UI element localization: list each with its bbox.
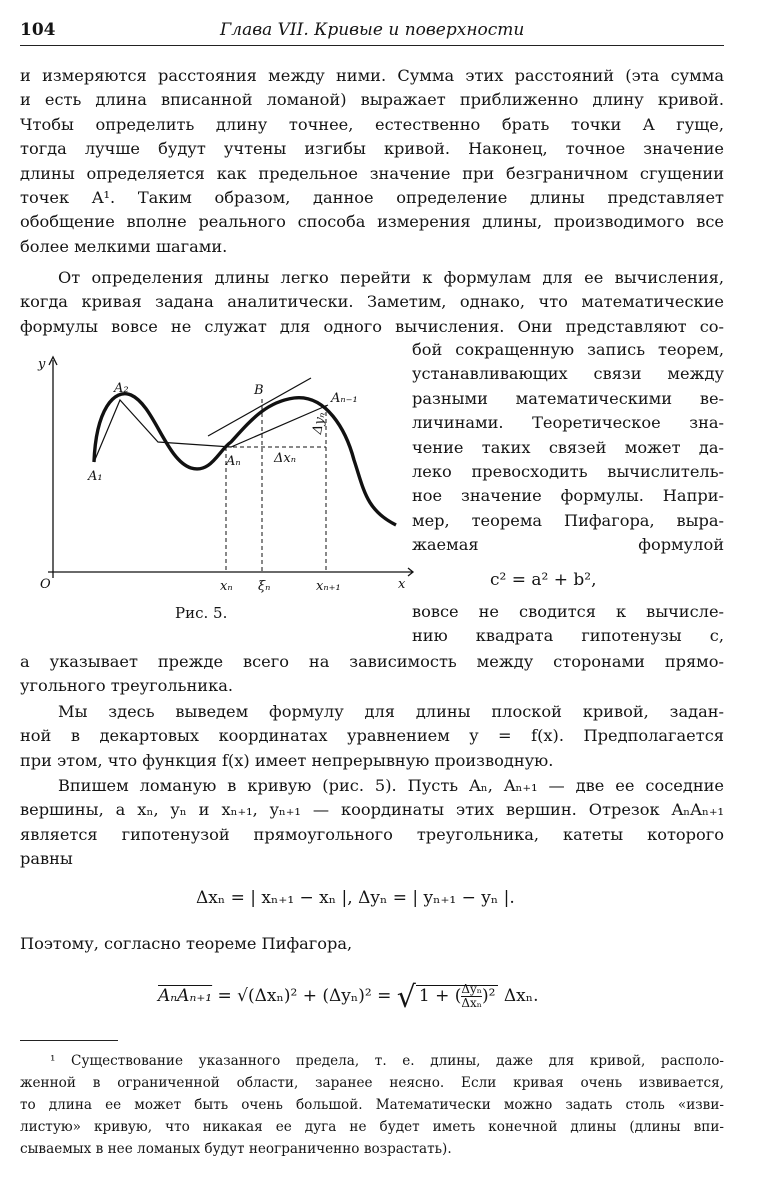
footnote-rule bbox=[20, 1040, 118, 1041]
paragraph-2-end bbox=[20, 650, 724, 699]
text-line: жаемая формулой bbox=[412, 535, 724, 555]
formula-middle: = √(Δxₙ)² + (Δyₙ)² = bbox=[217, 986, 392, 1006]
footnote bbox=[20, 1050, 724, 1160]
right-column-text bbox=[412, 338, 724, 558]
text-line: ное значение формулы. Напри- bbox=[412, 486, 724, 506]
text-line: личинами. Теоретическое зна- bbox=[412, 413, 724, 433]
pythagoras-formula: c² = a² + b², bbox=[490, 570, 597, 590]
text-line: леко превосходить вычислитель- bbox=[412, 462, 724, 482]
label-dy: Δyₙ bbox=[310, 411, 329, 436]
text-line: Мы здесь выведем формулу для длины плоской кривой, задан- bbox=[58, 702, 724, 721]
paragraph-3 bbox=[20, 700, 724, 773]
text-line: мер, теорема Пифагора, выра- bbox=[412, 510, 724, 530]
text-line: точек A¹. Таким образом, данное определение длины представляет bbox=[20, 188, 724, 208]
footnote-line: ¹ Существование указанного предела, т. е. длины, даже для кривой, располо- bbox=[50, 1053, 724, 1069]
label-B: B bbox=[254, 383, 264, 398]
formula-deltas: Δxₙ = | xₙ₊₁ − xₙ |, Δyₙ = | yₙ₊₁ − yₙ |. bbox=[196, 888, 515, 908]
text-line: ной в декартовых координатах уравнением y = f(x). Предполагается bbox=[20, 726, 724, 746]
text-line: вовсе не сводится к вычисле- bbox=[412, 602, 724, 621]
fraction-den: Δxₙ bbox=[461, 996, 482, 1010]
text-line: формулы вовсе не служат для одного вычисления. Они представляют со- bbox=[20, 316, 724, 336]
label-x: x bbox=[398, 577, 406, 592]
paragraph-5 bbox=[20, 932, 724, 956]
text-line: От определения длины легко перейти к формулам для ее вычисления, bbox=[58, 268, 724, 287]
label-A2: A₂ bbox=[114, 381, 129, 396]
label-An1: Aₙ₋₁ bbox=[331, 391, 358, 406]
right-column-text-2 bbox=[412, 600, 724, 649]
text-line: когда кривая задана аналитически. Заметим, однако, что математические bbox=[20, 292, 724, 312]
footnote-line: сываемых в нее ломаных будут неограниченно возрастать). bbox=[20, 1141, 452, 1157]
text-line: более мелкими шагами. bbox=[20, 236, 228, 256]
footnote-line: листую» кривую, что никакая ее дуга не будет иметь конечной длины (длины впи- bbox=[20, 1119, 724, 1135]
text-line: тогда лучше будут учтены изгибы кривой. Наконец, точное значение bbox=[20, 139, 724, 159]
label-A1: A₁ bbox=[88, 469, 103, 484]
text-line: угольного треугольника. bbox=[20, 676, 233, 696]
label-xn1: xₙ₊₁ bbox=[316, 579, 341, 594]
fraction-num: Δyₙ bbox=[461, 982, 482, 996]
figure-5-curve-length bbox=[36, 350, 416, 600]
text-line: разными математическими ве- bbox=[412, 388, 724, 408]
label-dx: Δxₙ bbox=[274, 451, 296, 466]
text-line: нию квадрата гипотенузы c, bbox=[412, 626, 724, 646]
text-line: и измеряются расстояния между ними. Сумма этих расстояний (эта сумма bbox=[20, 66, 724, 85]
text-line: Впишем ломаную в кривую (рис. 5). Пусть Aₙ, Aₙ₊₁ — две ее соседние bbox=[58, 776, 724, 795]
chapter-title: Глава VII. Кривые и поверхности bbox=[220, 20, 525, 40]
running-header bbox=[20, 18, 724, 44]
text-line: и есть длина вписанной ломаной) выражает приближенно длину кривой. bbox=[20, 90, 724, 110]
text-line: равны bbox=[20, 849, 73, 869]
text-line: является гипотенузой прямоугольного треугольника, катеты которого bbox=[20, 824, 724, 844]
label-y: y bbox=[38, 357, 46, 372]
text-line: Поэтому, согласно теореме Пифагора, bbox=[20, 934, 353, 953]
text-line: при этом, что функция f(x) имеет непрерывную производную. bbox=[20, 750, 554, 770]
text-line: Чтобы определить длину точнее, естественно брать точки A гуще, bbox=[20, 114, 724, 134]
text-line: чение таких связей может да- bbox=[412, 437, 724, 457]
paragraph-2 bbox=[20, 266, 724, 339]
label-origin: O bbox=[40, 577, 51, 592]
paragraph-1 bbox=[20, 64, 724, 259]
sqrt-body: 1 + ( Δyₙ Δxₙ )² bbox=[416, 985, 499, 1006]
formula-length bbox=[158, 980, 618, 1020]
header-rule bbox=[20, 45, 724, 46]
text-line: вершины, а xₙ, yₙ и xₙ₊₁, yₙ₊₁ — координаты этих вершин. Отрезок AₙAₙ₊₁ bbox=[20, 800, 724, 820]
footnote-line: женной в ограниченной области, заранее неясно. Если кривая очень извивается, bbox=[20, 1075, 724, 1091]
text-line: длины определяется как предельное значение при безграничном сгущении bbox=[20, 163, 724, 183]
book-page bbox=[20, 0, 724, 1200]
text-line: а указывает прежде всего на зависимость между сторонами прямо- bbox=[20, 652, 724, 671]
text-line: обобщение вполне реального способа измерения длины, производимого все bbox=[20, 212, 724, 232]
page-number: 104 bbox=[20, 20, 56, 40]
label-xi: ξₙ bbox=[258, 579, 271, 594]
curve bbox=[94, 394, 396, 525]
label-xn: xₙ bbox=[220, 579, 233, 594]
sqrt-sign: √ bbox=[396, 980, 416, 1015]
paragraph-4 bbox=[20, 774, 724, 872]
footnote-line: то длина ее может быть очень большой. Математически можно задать столь «изви- bbox=[20, 1097, 724, 1113]
formula-tail: Δxₙ. bbox=[503, 986, 539, 1006]
text-line: устанавливающих связи между bbox=[412, 364, 724, 384]
label-An: Aₙ bbox=[226, 454, 241, 469]
text-line: бой сокращенную запись теорем, bbox=[412, 340, 724, 359]
segment-lhs: AₙAₙ₊₁ bbox=[158, 986, 213, 1006]
figure-caption: Рис. 5. bbox=[175, 604, 228, 622]
